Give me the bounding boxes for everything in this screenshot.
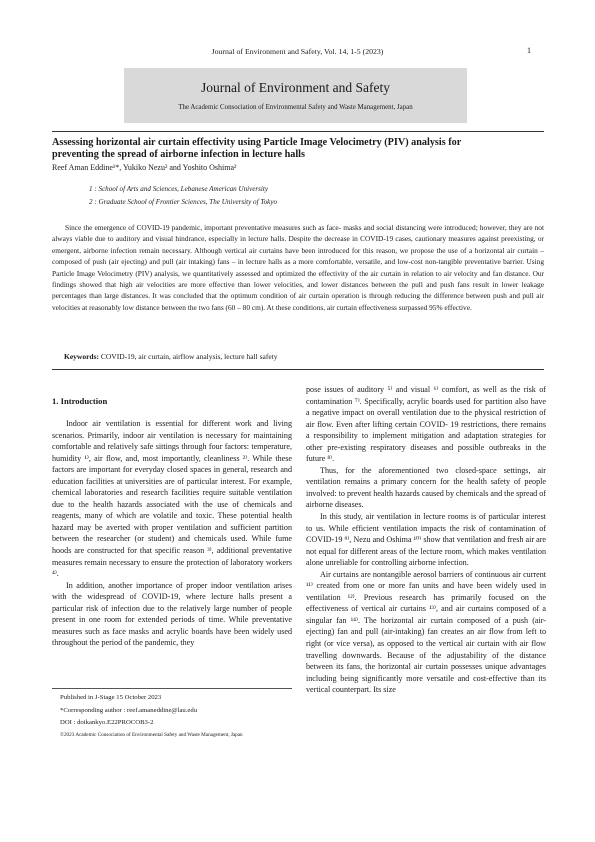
- affiliation-2: 2 : Graduate School of Frontier Sciences, The University of Tokyo: [89, 198, 278, 206]
- article-title: [52, 137, 544, 161]
- section-heading: 1. Introduction: [52, 396, 108, 406]
- footnote-divider: [52, 688, 292, 689]
- page-number: 1: [527, 46, 531, 55]
- article-title-line-1: Assessing horizontal air curtain effectivity using Particle Image Velocimetry (PIV) analysis for: [52, 137, 462, 148]
- paragraph: pose issues of auditory ⁵⁾ and visual ⁶⁾ comfort, as well as the risk of contamination ⁷⁾. Specifically, acrylic boards used for partition also have a negative impact on overall ventilation due to the physical restriction of air flow. Even after lifting certain COVID- 19 restrictions, there remains a responsibility to implement mitigation and adaptation strategies for other pre-existing respiratory diseases and possible outbreaks in the future ⁸⁾.: [306, 385, 546, 464]
- header-divider: [52, 131, 544, 132]
- keywords-list: COVID-19, air curtain, airflow analysis, lecture hall safety: [100, 352, 278, 361]
- keywords: [64, 352, 277, 361]
- article-title-line-2: preventing the spread of airborne infection in lecture halls: [52, 148, 305, 160]
- paragraph: In this study, air ventilation in lecture rooms is of particular interest to us. While efficient ventilation impacts the risk of contamination of COVID-19 ⁹⁾, Nezu and Oshima ¹⁰⁾ show that ventilation and fresh air are not equal for different areas of the lecture room, which makes ventilation alone unreliable for controlling airborne infection.: [306, 512, 546, 568]
- running-head: Journal of Environment and Safety, Vol. 14, 1-5 (2023): [211, 47, 384, 56]
- paragraph: Air curtains are nontangible aerosol barriers of continuous air current ¹¹⁾ created from one or more fan units and have been widely used in ventilation ¹²⁾. Previous research has primarily focused on the effectiveness of vertical air curtains ¹³⁾, and air curtains composed of a singular fan ¹⁴⁾. The horizontal air curtain composed of a push (air-ejecting) fan and pull (air-intaking) fan creates an air flow from left to right (or vice versa), as opposed to the vertical air curtain with air flow travelling downwards. Because of the adjustability of the distance between its fans, the horizontal air curtain possesses unique advantages including being significantly more versatile and cost-effective than its vertical counterpart. Its size: [306, 569, 546, 695]
- paragraph: Thus, for the aforementioned two closed-space settings, air ventilation remains a primary concern for the health safety of people involved: to prevent health hazards caused by chemicals and the spread of airborne diseases.: [306, 465, 546, 510]
- paragraph: In addition, another importance of proper indoor ventilation arises with the widespread of COVID-19, where lecture halls present a particular risk of infection due to the relatively large number of people present in one room for extended periods of time. While preventative measures such as face masks and acrylic boards have been widely used throughout the period of the pandemic, they: [52, 580, 292, 648]
- abstract-divider: [52, 369, 544, 370]
- body-column-left: [52, 418, 292, 649]
- journal-title: Journal of Environment and Safety: [201, 80, 390, 95]
- paragraph: Indoor air ventilation is essential for different work and living scenarios. Primarily, indoor air ventilation is necessary for maintaining comfortable and relatively safe sittings through four factors: temperature, humidity ¹⁾, air flow, and, most importantly, cleanliness ²⁾. While these factors are important for everyday closed spaces in general, research and education facilities at universities are of particular interest. For example, chemical laboratories and research facilities require suitable ventilation due to the health hazards associated with the use of chemicals and reagents, many of which are volatile and toxic. These potential health hazard may be averted with proper ventilation and sufficient partition between the researcher (or student) and chemicals used. While fume hoods are constructed for that specific reason ³⁾, additional preventative measures remain necessary to ensure the protection of laboratory workers ⁴⁾.: [52, 419, 292, 579]
- keywords-label: Keywords:: [64, 352, 99, 361]
- corresponding-author: *Corresponding author : reef.amaneddine@lau.edu: [60, 707, 198, 714]
- doi: DOI : doikankyo.E22PROCOB3-2: [60, 719, 154, 726]
- affiliation-1: 1 : School of Arts and Sciences, Lebanese American University: [89, 185, 269, 193]
- copyright: ©2023 Academic Consociation of Environmental Safety and Waste Management, Japan: [60, 732, 243, 738]
- author-list: Reef Aman Eddine¹*, Yukiko Nezu² and Yoshito Oshima²: [52, 163, 237, 172]
- abstract: Since the emergence of COVID-19 pandemic, important preventative measures such as face- masks and social distancing were introduced; however, they are not always viable due to auditory and visual hindrance, especially in lecture halls. Despite the decrease in COVID-19 cases, cautionary measures against preexisting, or emergent, airborne infection remain necessary. Although vertical air curtains have been introduced for this reason, we propose the use of a horizontal air curtain – composed of push (air ejecting) and pull (air intaking) fans – in lecture halls as a more comfortable, versatile, and low-cost non-tangible preventative barrier. Using Particle Image Velocimetry (PIV) analysis, we quantitatively assessed and optimized the effectivity of the air curtain in relation to air velocity and fan distance. Our findings showed that high air velocities are more effective than lower velocities, and lower distances between the pull and push fans result in lower leakage percentages than large distances. It was concluded that the optimum condition of air curtain operation is through reducing the difference between push and pull air velocities at reasonably low distance between the two fans (60 – 80 cm). At these conditions, air curtain effectiveness surpassed 95% effective.: [52, 223, 544, 312]
- publisher-name: The Academic Consociation of Environmental Safety and Waste Management, Japan: [178, 104, 413, 111]
- body-column-right: [306, 384, 546, 696]
- published-date: Published in J-Stage 15 October 2023: [60, 694, 162, 701]
